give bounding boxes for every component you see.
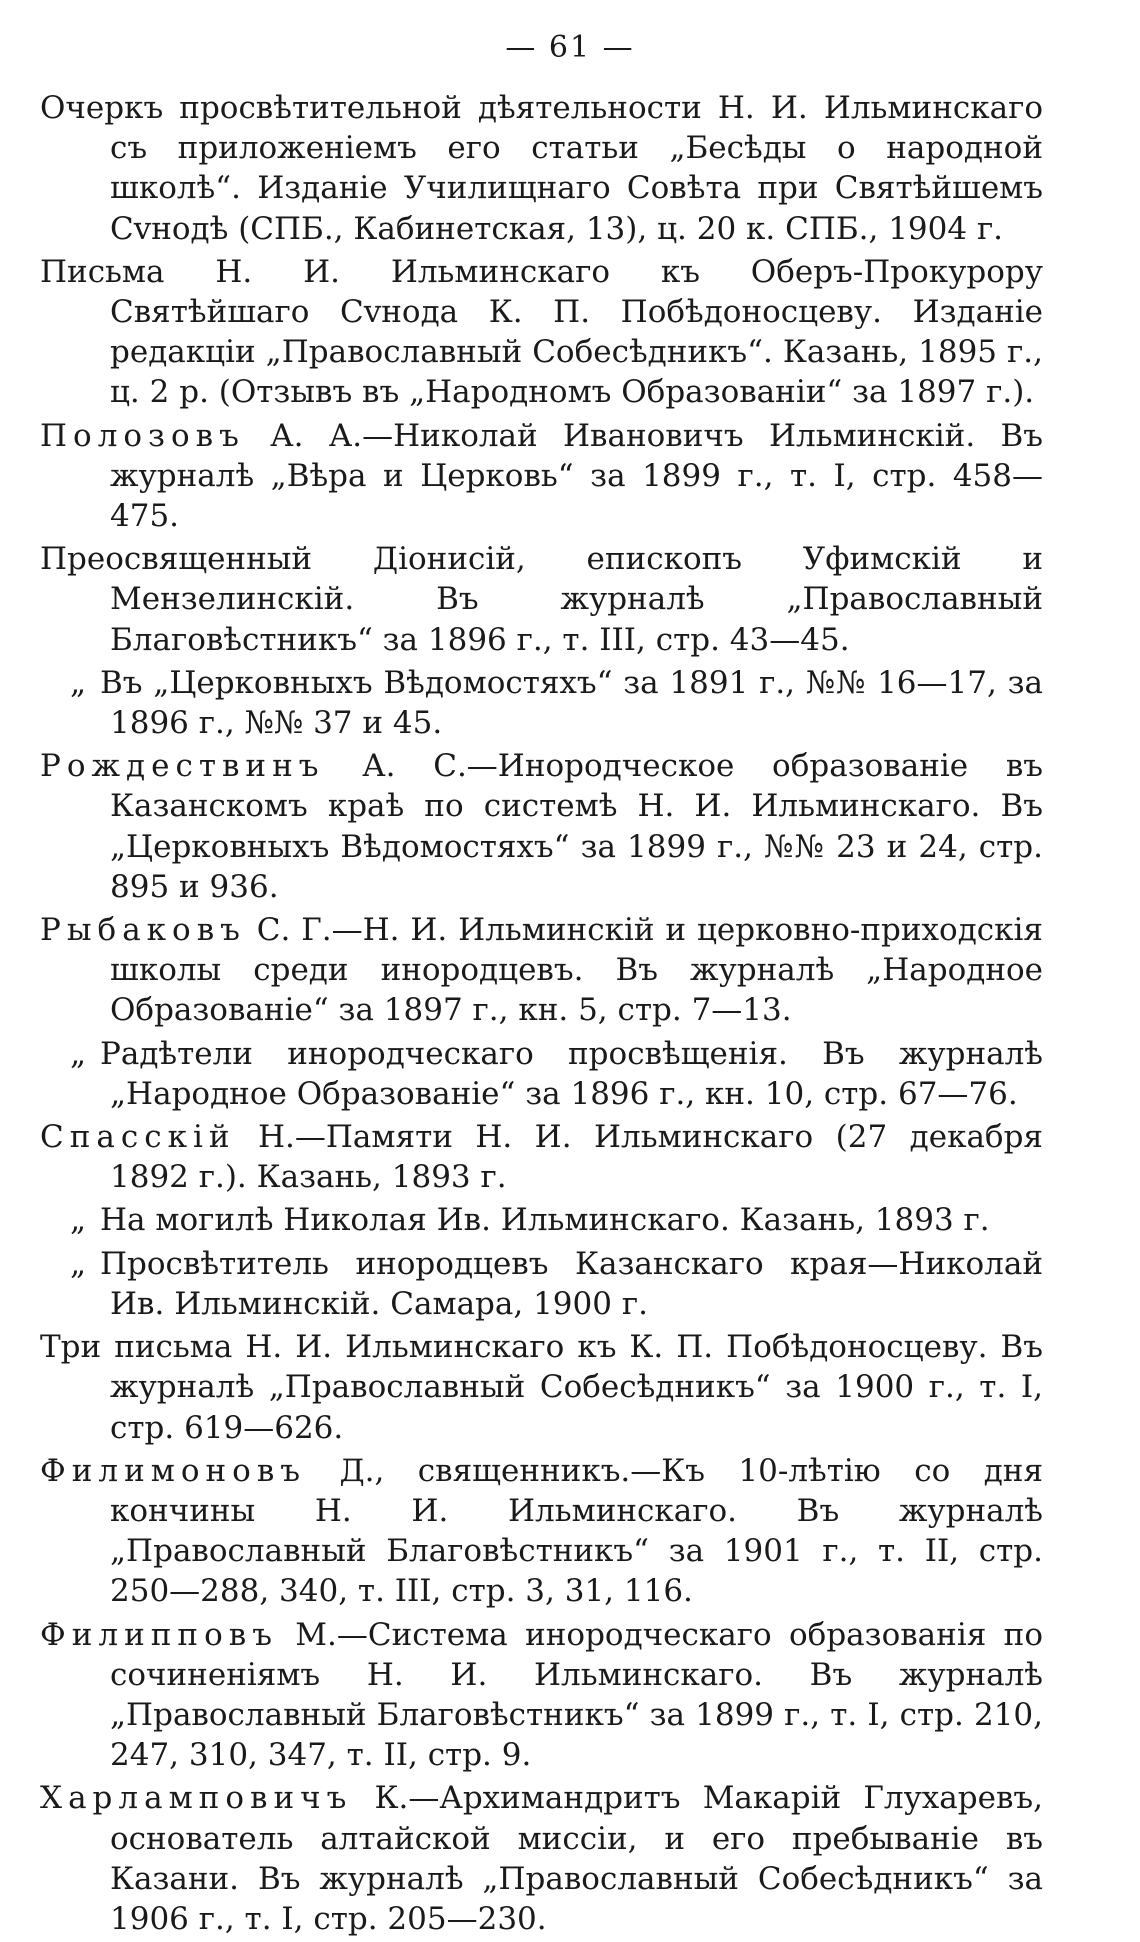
- entry-text: Д., священникъ.—Къ 10-лѣтію со дня кончины Н. И. Ильминскаго. Въ журналѣ „Православный Благовѣстникъ“ за 1901 г., т. II, стр. 250—288, 340, т. III, стр. 3, 31, 116.: [110, 1452, 1043, 1610]
- entry-text: Письма Н. И. Ильминскаго къ Оберъ-Прокурору Святѣйшаго Сvнода К. П. Побѣдоносцеву. Изданіе редакціи „Православный Собесѣдникъ“. Казань, 1895 г., ц. 2 р. (Отзывъ въ „Народномъ Образованіи“ за 1897 г.).: [40, 253, 1043, 411]
- bibliography-entry: [40, 1778, 1043, 1939]
- entry-author: Полозовъ: [40, 417, 245, 454]
- ditto-mark: „: [70, 664, 87, 701]
- entry-text: Преосвященный Діонисій, епископъ Уфимскій и Мензелинскій. Въ журналѣ „Православный Благовѣстникъ“ за 1896 г., т. III, стр. 43—45.: [40, 541, 1043, 658]
- entry-author: Филимоновъ: [40, 1452, 307, 1489]
- entry-text: Просвѣтитель инородцевъ Казанскаго края—Николай Ив. Ильминскій. Самара, 1900 г.: [100, 1245, 1043, 1322]
- bibliography-entry: [40, 539, 1043, 660]
- entry-author: Харламповичъ: [40, 1780, 353, 1817]
- bibliography-entry: [40, 910, 1043, 1031]
- entry-text: А. С.—Инородческое образованіе въ Казанскомъ краѣ по системѣ Н. И. Ильминскаго. Въ „Церковныхъ Вѣдомостяхъ“ за 1899 г., №№ 23 и 24, стр. 895 и 936.: [110, 748, 1043, 905]
- bibliography-entry: [40, 746, 1043, 907]
- entry-text: Радѣтели инородческаго просвѣщенія. Въ журналѣ „Народное Образованіе“ за 1896 г., кн. 10, стр. 67—76.: [100, 1035, 1043, 1112]
- entry-author: Рыбаковъ: [40, 912, 246, 949]
- entry-text: Очеркъ просвѣтительной дѣятельности Н. И. Ильминскаго съ приложеніемъ его статьи „Бесѣды о народной школѣ“. Изданіе Училищнаго Совѣта при Святѣйшемъ Сvнодѣ (СПБ., Кабинетская, 13), ц. 20 к. СПБ., 1904 г.: [40, 90, 1043, 247]
- ditto-mark: „: [70, 1035, 87, 1072]
- bibliography-entry: [40, 1327, 1043, 1448]
- entry-text: Три письма Н. И. Ильминскаго къ К. П. Побѣдоносцеву. Въ журналѣ „Православный Собесѣдникъ“ за 1900 г., т. I, стр. 619—626.: [40, 1329, 1043, 1446]
- entry-text: С. Г.—Н. И. Ильминскій и церковно-приходскія школы среди инородцевъ. Въ журналѣ „Народное Образованіе“ за 1897 г., кн. 5, стр. 7—13.: [110, 912, 1043, 1029]
- bibliography-entry: [40, 1615, 1043, 1776]
- entry-author: Спасскій: [40, 1119, 236, 1156]
- entry-text: К.—Архимандритъ Макарій Глухаревъ, основатель алтайской миссіи, и его пребываніе въ Казани. Въ журналѣ „Православный Собесѣдникъ“ за 1906 г., т. I, стр. 205—230.: [110, 1780, 1043, 1937]
- bibliography-entry: [40, 1451, 1043, 1612]
- bibliography-entry: [40, 1244, 1043, 1324]
- bibliography-list: [40, 88, 1043, 1942]
- entry-author: Рождествинъ: [40, 748, 325, 785]
- bibliography-entry: [40, 663, 1043, 743]
- entry-text: На могилѣ Николая Ив. Ильминскаго. Казань, 1893 г.: [100, 1202, 990, 1239]
- ditto-mark: „: [70, 1202, 87, 1239]
- bibliography-entry: [40, 416, 1043, 537]
- bibliography-entry: [40, 1034, 1043, 1114]
- bibliography-entry: [40, 1117, 1043, 1197]
- entry-text: Въ „Церковныхъ Вѣдомостяхъ“ за 1891 г., №№ 16—17, за 1896 г., №№ 37 и 45.: [100, 664, 1043, 742]
- page-number: — 61 —: [505, 30, 635, 65]
- entry-text: М.—Система инородческаго образованія по сочиненіямъ Н. И. Ильминскаго. Въ журналѣ „Православный Благовѣстникъ“ за 1899 г., т. I, стр. 210, 247, 310, 347, т. II, стр. 9.: [110, 1616, 1043, 1774]
- bibliography-entry: [40, 1200, 1043, 1240]
- entry-text: А. А.—Николай Ивановичъ Ильминскій. Въ журналѣ „Вѣра и Церковь“ за 1899 г., т. I, стр. 458—475.: [110, 417, 1043, 535]
- bibliography-entry: [40, 88, 1043, 249]
- entry-text: Н.—Памяти Н. И. Ильминскаго (27 декабря 1892 г.). Казань, 1893 г.: [110, 1119, 1043, 1196]
- bibliography-entry: [40, 252, 1043, 413]
- entry-author: Филипповъ: [40, 1616, 278, 1653]
- ditto-mark: „: [70, 1245, 87, 1282]
